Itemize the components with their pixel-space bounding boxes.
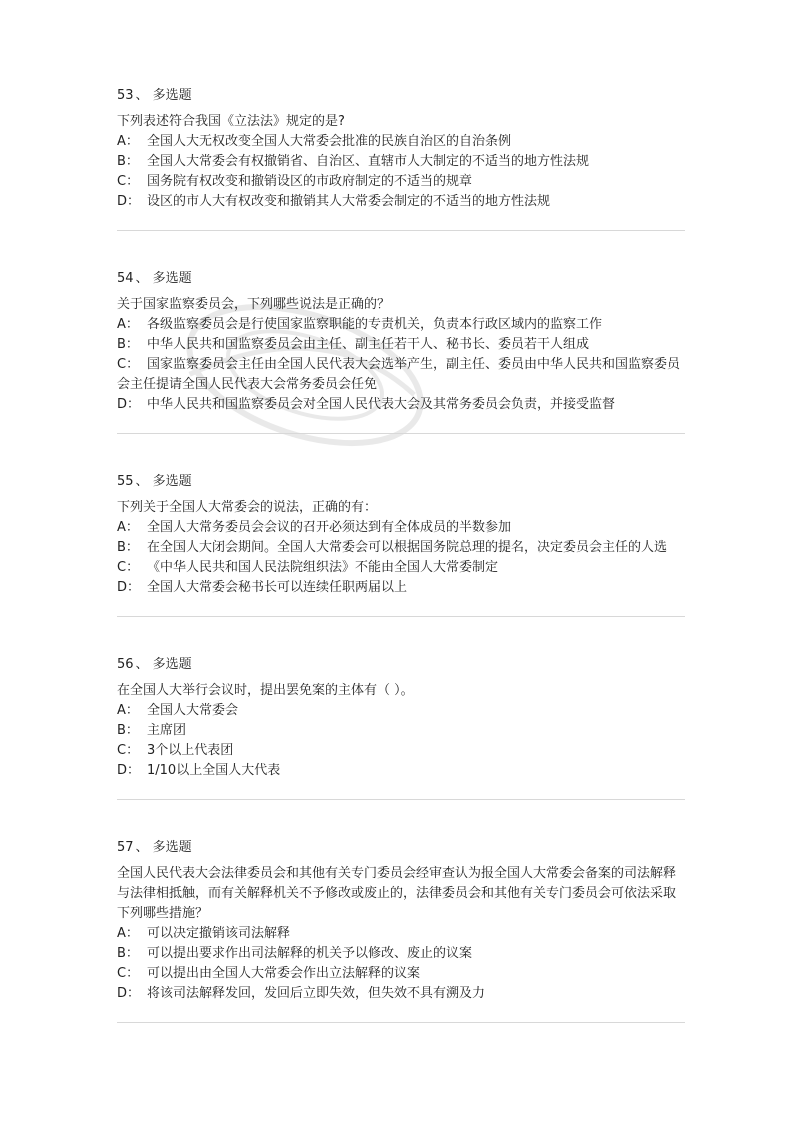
question-header [117,838,685,858]
option-text: 全国人大常委会秘书长可以连续任职两届以上 [147,580,408,595]
option-key: C： [117,743,140,758]
question-number: 57 [117,840,134,855]
question-list [117,86,685,1023]
question-gap [117,617,685,655]
answer-option [117,518,685,538]
option-key: B： [117,337,139,352]
option-key: D： [117,580,141,595]
question-divider [117,1022,685,1023]
question-block [117,86,685,231]
question-stem: 在全国人大举行会议时，提出罢免案的主体有（ ）。 [117,683,414,698]
question-type: 多选题 [152,474,192,489]
option-key: A： [117,317,139,332]
answer-option [117,395,685,415]
option-text: 国家监察委员会主任由全国人民代表大会选举产生，副主任、委员由中华人民共和国监察委员会主任提请全国人民代表大会常务委员会任免 [117,357,681,392]
option-text: 可以决定撤销该司法解释 [147,926,291,941]
answer-option [117,924,685,944]
answer-option [117,172,685,192]
answer-option [117,944,685,964]
question-header [117,269,685,289]
option-text: 可以提出由全国人大常委会作出立法解释的议案 [147,966,421,981]
question-stem: 下列关于全国人大常委会的说法，正确的有： [117,500,378,515]
question-block [117,269,685,434]
option-text: 中华人民共和国监察委员会由主任、副主任若干人、秘书长、委员若干人组成 [147,337,590,352]
option-key: A： [117,134,139,149]
option-key: C： [117,560,140,575]
question-stem: 全国人民代表大会法律委员会和其他有关专门委员会经审查认为报全国人大常委会备案的司法解释与法律相抵触，而有关解释机关不予修改或废止的，法律委员会和其他有关专门委员会可依法采取下列哪些措施？ [117,866,677,921]
answer-option [117,741,685,761]
option-key: C： [117,966,140,981]
question-number-separator: 、 [135,271,149,286]
question-type: 多选题 [152,657,192,672]
option-key: C： [117,357,140,372]
answer-option [117,355,685,395]
question-gap [117,434,685,472]
option-key: D： [117,986,141,1001]
option-key: D： [117,194,141,209]
question-header [117,472,685,492]
question-block [117,472,685,617]
option-key: B： [117,946,139,961]
question-gap [117,800,685,838]
answer-option [117,152,685,172]
question-divider [117,616,685,617]
option-text: 国务院有权改变和撤销设区的市政府制定的不适当的规章 [147,174,473,189]
option-key: C： [117,174,140,189]
question-body [117,295,685,415]
option-text: 中华人民共和国监察委员会对全国人民代表大会及其常务委员会负责，并接受监督 [147,397,616,412]
option-text: 可以提出要求作出司法解释的机关予以修改、废止的议案 [147,946,473,961]
question-block [117,655,685,800]
answer-option [117,192,685,212]
answer-option [117,335,685,355]
question-block [117,838,685,1023]
answer-option [117,558,685,578]
question-number-separator: 、 [135,474,149,489]
question-body [117,681,685,781]
question-divider [117,433,685,434]
option-key: A： [117,520,139,535]
answer-option [117,721,685,741]
option-text: 将该司法解释发回，发回后立即失效，但失效不具有溯及力 [147,986,486,1001]
option-key: D： [117,763,141,778]
option-key: B： [117,154,139,169]
question-body [117,864,685,1004]
question-number: 54 [117,271,134,286]
option-text: 在全国人大闭会期间。全国人大常委会可以根据国务院总理的提名，决定委员会主任的人选 [147,540,668,555]
option-text: 1/10以上全国人大代表 [147,763,281,778]
answer-option [117,984,685,1004]
answer-option [117,538,685,558]
question-stem: 下列表述符合我国《立法法》规定的是? [117,114,345,129]
question-gap [117,231,685,269]
answer-option [117,701,685,721]
question-header [117,86,685,106]
answer-option [117,964,685,984]
option-text: 3个以上代表团 [147,743,234,758]
question-number: 53 [117,88,134,103]
question-number-separator: 、 [135,657,149,672]
question-divider [117,230,685,231]
option-key: A： [117,926,139,941]
answer-option [117,578,685,598]
question-number-separator: 、 [135,840,149,855]
option-key: B： [117,723,139,738]
option-key: D： [117,397,141,412]
option-key: B： [117,540,139,555]
option-text: 全国人大常委会有权撤销省、自治区、直辖市人大制定的不适当的地方性法规 [147,154,590,169]
option-key: A： [117,703,139,718]
option-text: 全国人大常委会 [147,703,239,718]
answer-option [117,315,685,335]
question-type: 多选题 [152,271,192,286]
option-text: 主席团 [147,723,187,738]
answer-option [117,761,685,781]
question-divider [117,799,685,800]
option-text: 全国人大无权改变全国人大常委会批准的民族自治区的自治条例 [147,134,512,149]
question-header [117,655,685,675]
answer-option [117,132,685,152]
question-body [117,112,685,212]
question-type: 多选题 [152,88,192,103]
question-type: 多选题 [152,840,192,855]
question-stem: 关于国家监察委员会，下列哪些说法是正确的？ [117,297,391,312]
question-number: 55 [117,474,134,489]
option-text: 全国人大常务委员会会议的召开必须达到有全体成员的半数参加 [147,520,512,535]
option-text: 《中华人民共和国人民法院组织法》不能由全国人大常委制定 [147,560,499,575]
question-number-separator: 、 [135,88,149,103]
option-text: 设区的市人大有权改变和撤销其人大常委会制定的不适当的地方性法规 [147,194,551,209]
question-number: 56 [117,657,134,672]
option-text: 各级监察委员会是行使国家监察职能的专责机关，负责本行政区域内的监察工作 [147,317,603,332]
question-body [117,498,685,598]
